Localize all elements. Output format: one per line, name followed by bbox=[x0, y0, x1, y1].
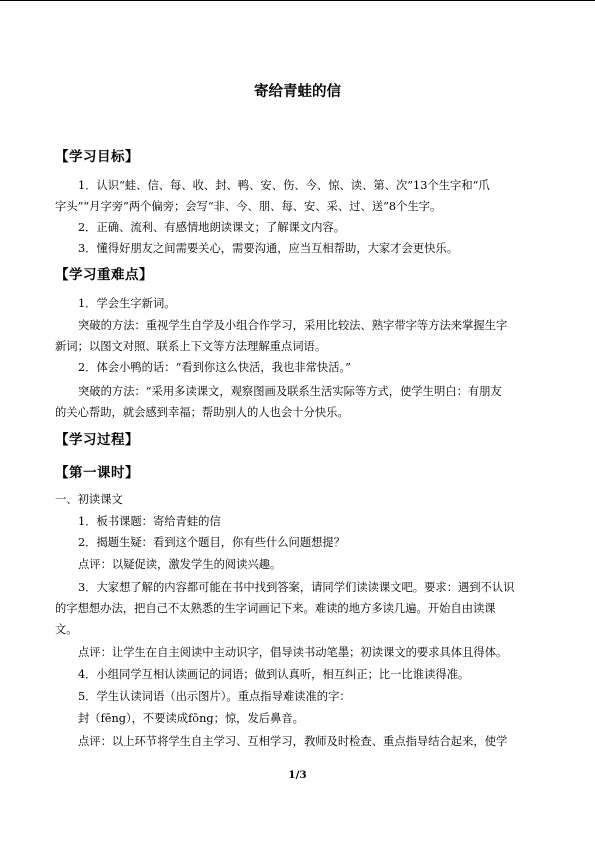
text-line: 2．揭题生疑：看到这个题目，你有些什么问题想提？ bbox=[78, 536, 346, 549]
heading-goals: 【学习目标】 bbox=[55, 149, 139, 165]
heading-key-points: 【学习重难点】 bbox=[55, 267, 153, 283]
text-line: 3．懂得好朋友之间需要关心，需要沟通，应当互相帮助，大家才会更快乐。 bbox=[78, 242, 458, 255]
text-line: 的关心帮助，就会感到幸福；帮助别人的人也会十分快乐。 bbox=[55, 406, 349, 419]
text-line: 5．学生认读词语（出示图片）。重点指导难读准的字： bbox=[78, 690, 351, 703]
text-line: 1．板书课题：寄给青蛙的信 bbox=[78, 515, 221, 528]
text-line: 的字想想办法，把自己不太熟悉的生字词画记下来。难读的地方多读几遍。开始自由读课 bbox=[55, 602, 496, 615]
text-line: 点评：以疑促读，激发学生的阅读兴趣。 bbox=[78, 558, 282, 571]
text-line: 突破的方法：“采用多读课文，观察图画及联系生活实际等方式，使学生明白：有朋友 bbox=[78, 385, 502, 398]
top-rule bbox=[0, 0, 595, 1]
heading-process: 【学习过程】 bbox=[55, 432, 139, 448]
text-line: 2．体会小鸭的话：“看到你这么快活，我也非常快活。” bbox=[78, 361, 351, 374]
text-line: 一、初读课文 bbox=[55, 493, 123, 506]
text-line: 封（fēng），不要读成fōng；惊，发后鼻音。 bbox=[78, 712, 304, 725]
text-line: 2．正确、流利、有感情地朗读课文；了解课文内容。 bbox=[78, 221, 346, 234]
text-line: 1．认识“蛙、信、每、收、封、鸭、安、伤、今、惊、读、第、次”13个生字和“爪 bbox=[78, 179, 490, 192]
text-line: 3．大家想了解的内容都可能在书中找到答案，请同学们读读课文吧。要求：遇到不认识 bbox=[78, 581, 515, 594]
text-line: 新词；以图文对照、联系上下文等方法理解重点词语。 bbox=[55, 340, 327, 353]
text-line: 4．小组同学互相认读画记的词语；做到认真听，相互纠正；比一比谁读得准。 bbox=[78, 668, 470, 681]
text-line: 1．学会生字新词。 bbox=[78, 297, 176, 310]
text-line: 点评：让学生在自主阅读中主动识字，倡导读书动笔墨；初读课文的要求具体且得体。 bbox=[78, 646, 508, 659]
text-line: 文。 bbox=[55, 623, 78, 636]
text-line: 点评：以上环节将学生自主学习、互相学习，教师及时检查、重点指导结合起来，使学 bbox=[78, 735, 508, 748]
heading-lesson-1: 【第一课时】 bbox=[55, 465, 139, 481]
text-line: 突破的方法：重视学生自学及小组合作学习，采用比较法、熟字带字等方法来掌握生字 bbox=[78, 319, 508, 332]
page-title: 寄给青蛙的信 bbox=[254, 84, 341, 100]
text-line: 字头”“月字旁”两个偏旁；会写“非、今、朋、每、安、采、过、送”8个生字。 bbox=[55, 200, 442, 213]
page-number: 1/3 bbox=[288, 769, 307, 781]
